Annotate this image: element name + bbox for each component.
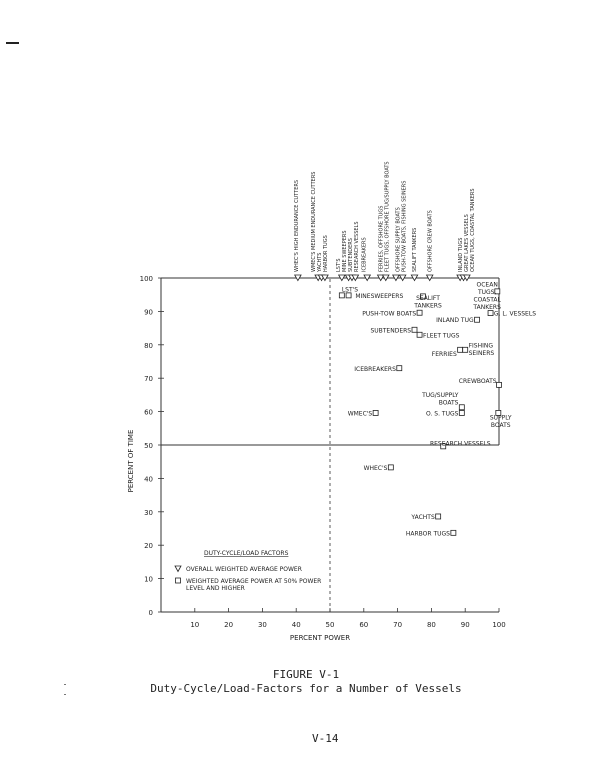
figure-number: FIGURE V-1 [272, 668, 340, 681]
top-vessel-label: INLAND TUGS [457, 237, 464, 272]
point-label: FLEET TUGS [422, 332, 460, 340]
point-label: FISHING [468, 342, 494, 350]
top-vessel-label: YACHTS [316, 252, 323, 272]
square-marker [458, 347, 463, 352]
y-axis-label: PERCENT OF TIME [127, 429, 135, 493]
x-tick-label: 90 [460, 621, 470, 629]
square-marker [459, 405, 464, 410]
point-label: COASTAL [473, 296, 501, 304]
square-marker [459, 410, 464, 415]
square-marker [339, 293, 344, 298]
square-marker [463, 347, 468, 352]
page-number: V-14 [312, 732, 339, 745]
top-vessel-label: PUSH-TOW BOATS, FISHING SEINERS [401, 180, 408, 272]
top-vessel-label: SEALIFT TANKERS [412, 227, 419, 272]
x-axis-label: PERCENT POWER [289, 634, 351, 642]
point-label: OCEAN [476, 281, 498, 289]
legend-item-label [186, 578, 321, 592]
point-label: SUPPLY [489, 414, 512, 422]
square-marker [397, 366, 402, 371]
x-tick-label: 30 [257, 621, 267, 629]
top-vessel-label: OFFSHORE SUPPLY BOATS [395, 207, 402, 272]
point-label: BOATS [490, 422, 511, 430]
square-marker [475, 317, 480, 322]
top-vessel-label: WMEC'S MEDIUM ENDURANCE CUTTERS [310, 171, 317, 272]
square-marker [417, 310, 422, 315]
point-label: YACHTS [411, 514, 435, 522]
point-label: BOATS [438, 399, 459, 407]
point-label: SEALIFT [416, 295, 440, 303]
point-label: CREWBOATS [458, 378, 497, 386]
point-label: G. L. VESSELS [493, 310, 537, 318]
top-vessel-label: OCEAN TUGS, COASTAL TANKERS [469, 188, 476, 272]
x-tick-label: 20 [224, 621, 234, 629]
square-marker [497, 382, 502, 387]
legend-square-marker [176, 578, 181, 583]
y-tick-label: 30 [144, 508, 153, 517]
top-vessel-label: FERRIES, OFFSHORE TUGS [378, 205, 385, 272]
y-tick-label: 40 [144, 475, 153, 484]
square-marker [388, 465, 393, 470]
point-labels [342, 282, 536, 538]
top-vessel-label: SUBTENDERS [348, 238, 355, 272]
top-vessel-label: HARBOR TUGS [322, 235, 329, 272]
top-vessel-label: GREAT LAKES VESSELS [463, 214, 470, 272]
point-label: TANKERS [473, 304, 501, 312]
y-tick-label: 20 [144, 542, 153, 551]
point-label: SUBTENDERS [370, 327, 412, 335]
square-marker [346, 293, 351, 298]
top-vessel-label: LST'S [336, 258, 343, 272]
point-label: ICEBREAKERS [354, 365, 396, 373]
x-tick-label: 40 [291, 621, 301, 629]
top-vessel-label: RESEARCH VESSELS [354, 221, 361, 272]
point-label: WHEC'S [363, 465, 388, 473]
legend-title: DUTY-CYCLE/LOAD FACTORS [204, 550, 289, 557]
point-label: INLAND TUG [436, 317, 474, 325]
square-marker [436, 514, 441, 519]
chart-axes [127, 275, 506, 642]
figure-title: Duty-Cycle/Load-Factors for a Number of Vessels [150, 682, 462, 695]
square-marker [412, 327, 417, 332]
point-label: SEINERS [468, 349, 495, 357]
square-marker [451, 530, 456, 535]
top-vessel-labels [294, 161, 476, 273]
x-tick-label: 50 [325, 621, 335, 629]
x-tick-label: 100 [492, 621, 506, 629]
y-tick-label: 0 [148, 609, 153, 617]
top-vessel-label: MINE SWEEPERS [342, 230, 349, 272]
square-marker [417, 332, 422, 337]
x-tick-label: 10 [190, 621, 200, 629]
point-label: MINESWEEPERS [355, 293, 404, 301]
point-label: TUG/SUPPLY [422, 391, 459, 399]
x-tick-label: 70 [393, 621, 403, 629]
point-label: TANKERS [414, 302, 442, 310]
x-tick-label: 80 [426, 621, 436, 629]
square-marker [373, 410, 378, 415]
top-vessel-label: OFFSHORE CREW BOATS [427, 210, 434, 272]
y-tick-label: 100 [139, 275, 153, 283]
point-label: TUGS, [477, 289, 497, 297]
y-tick-label: 10 [144, 575, 153, 584]
top-vessel-label: WHEC'S HIGH ENDURANCE CUTTERS [293, 179, 300, 272]
chart-legend [175, 550, 321, 592]
legend-item-label: OVERALL WEIGHTED AVERAGE POWER [186, 566, 302, 573]
top-vessel-label: ICEBREAKERS [361, 237, 368, 272]
point-label: HARBOR TUGS [405, 530, 450, 538]
y-tick-label: 90 [144, 308, 153, 317]
top-vessel-label: FLEET TUGS, OFFSHORE TUG/SUPPLY BOATS [384, 161, 391, 272]
point-label: WMEC'S [347, 410, 373, 418]
square-marker [488, 311, 493, 316]
x-tick-label: 60 [359, 621, 369, 629]
legend-item-line: LEVEL AND HIGHER [186, 585, 245, 592]
y-tick-label: 50 [144, 442, 153, 450]
point-label: LST'S [341, 286, 359, 294]
legend-item-line: WEIGHTED AVERAGE POWER AT 50% POWER [186, 578, 322, 585]
point-label: O. S. TUGS [426, 410, 459, 418]
point-label: RESEARCH VESSELS [429, 440, 491, 448]
point-label: FERRIES [431, 351, 457, 359]
legend-triangle-marker [175, 566, 181, 572]
point-label: PUSH-TOW BOATS [362, 310, 417, 318]
y-tick-label: 70 [144, 375, 153, 384]
y-tick-label: 80 [144, 341, 153, 350]
y-tick-label: 60 [144, 408, 153, 417]
